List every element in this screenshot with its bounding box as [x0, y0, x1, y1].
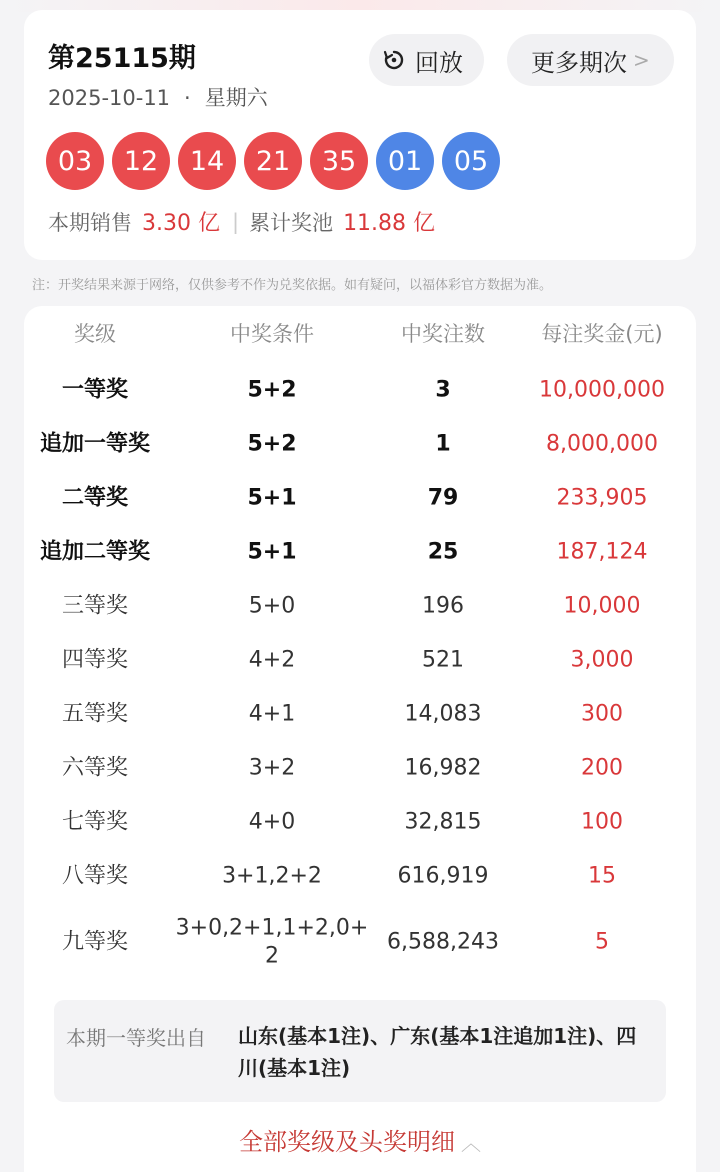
table-header	[24, 318, 696, 358]
prize-level: 五等奖	[61, 701, 128, 727]
win-count: 79	[427, 485, 459, 511]
prize-table-card	[24, 306, 696, 1172]
win-condition: 3+2	[248, 755, 296, 781]
prize-level: 九等奖	[61, 929, 128, 955]
prize-level: 六等奖	[61, 755, 128, 781]
win-count: 6,588,243	[387, 929, 499, 955]
header-count: 中奖注数	[401, 322, 485, 346]
win-condition: 3+0,2+1,1+2,0+2	[175, 915, 369, 968]
prize-amount: 187,124	[556, 539, 648, 565]
chevron-up-icon: ︿	[461, 1131, 481, 1155]
prize-level: 追加一等奖	[39, 431, 150, 457]
prize-amount: 10,000,000	[539, 377, 665, 403]
front-ball: 03	[46, 132, 104, 190]
win-count: 1	[435, 431, 451, 457]
table-row	[24, 417, 696, 471]
replay-label: 回放	[415, 48, 463, 77]
front-ball: 14	[178, 132, 236, 190]
header-condition: 中奖条件	[230, 322, 314, 346]
header-prize: 每注奖金(元)	[541, 322, 663, 346]
sales-label: 本期销售	[48, 210, 132, 235]
sales-info	[48, 206, 435, 237]
issue-title: 第25115期	[48, 43, 196, 74]
win-count: 16,982	[404, 755, 482, 781]
table-row	[24, 633, 696, 687]
table-row	[24, 471, 696, 525]
front-ball: 21	[244, 132, 302, 190]
table-row	[24, 525, 696, 579]
prize-amount: 300	[581, 701, 623, 727]
winning-numbers	[46, 132, 508, 190]
pool-label: 累计奖池	[249, 210, 334, 235]
table-row	[24, 741, 696, 795]
prize-amount: 233,905	[556, 485, 648, 511]
prize-level: 三等奖	[61, 593, 128, 619]
front-ball: 12	[112, 132, 170, 190]
front-ball: 35	[310, 132, 368, 190]
all-levels-link[interactable]	[24, 1122, 696, 1157]
win-condition: 4+2	[248, 647, 296, 673]
more-issues-button[interactable]	[507, 34, 674, 86]
prize-amount: 15	[588, 863, 616, 889]
replay-icon	[383, 49, 405, 71]
win-condition: 4+1	[248, 701, 296, 727]
prize-level: 四等奖	[61, 647, 128, 673]
all-levels-label: 全部奖级及头奖明细	[239, 1128, 455, 1156]
prize-amount: 3,000	[570, 647, 634, 673]
date-separator: ·	[184, 86, 191, 110]
win-count: 196	[422, 593, 464, 619]
prize-amount: 10,000	[563, 593, 641, 619]
win-condition: 5+0	[248, 593, 296, 619]
table-row	[24, 795, 696, 849]
table-row	[24, 849, 696, 903]
prize-amount: 5	[595, 929, 609, 955]
replay-button[interactable]	[369, 34, 484, 86]
win-condition: 5+1	[247, 485, 297, 511]
prize-level: 七等奖	[61, 809, 128, 835]
win-condition: 4+0	[248, 809, 296, 835]
chevron-right-icon: >	[633, 48, 650, 72]
win-count: 616,919	[397, 863, 489, 889]
prize-level: 追加二等奖	[39, 539, 150, 565]
issue-date-line	[48, 82, 268, 112]
first-prize-origin-label: 本期一等奖出自	[66, 1026, 206, 1050]
first-prize-origin-box	[54, 1000, 666, 1102]
more-issues-label: 更多期次	[531, 48, 627, 77]
draw-weekday: 星期六	[204, 86, 268, 110]
win-count: 14,083	[404, 701, 482, 727]
pool-value: 11.88 亿	[343, 211, 436, 236]
win-condition: 5+1	[247, 539, 297, 565]
prize-amount: 200	[581, 755, 623, 781]
first-prize-origin-text: 山东(基本1注)、广东(基本1注追加1注)、四川(基本1注)	[238, 1024, 637, 1080]
sales-value: 3.30 亿	[142, 211, 220, 236]
win-count: 25	[427, 539, 459, 565]
win-count: 521	[422, 647, 464, 673]
win-condition: 5+2	[247, 377, 297, 403]
prize-amount: 8,000,000	[546, 431, 658, 457]
table-row	[24, 687, 696, 741]
draw-date: 2025-10-11	[48, 86, 171, 110]
table-row	[24, 363, 696, 417]
win-count: 3	[435, 377, 451, 403]
table-row	[24, 904, 696, 980]
table-row	[24, 579, 696, 633]
disclaimer-note: 注：开奖结果来源于网络，仅供参考不作为兑奖依据。如有疑问，以福体彩官方数据为准。	[32, 278, 553, 293]
back-ball: 05	[442, 132, 500, 190]
prize-level: 二等奖	[61, 485, 128, 511]
sales-divider: |	[231, 209, 240, 234]
prize-amount: 100	[581, 809, 623, 835]
draw-summary-card	[24, 10, 696, 260]
win-condition: 3+1,2+2	[222, 863, 322, 889]
back-ball: 01	[376, 132, 434, 190]
win-condition: 5+2	[247, 431, 297, 457]
prize-level: 一等奖	[61, 377, 128, 403]
win-count: 32,815	[404, 809, 482, 835]
prize-level: 八等奖	[61, 863, 128, 889]
header-level: 奖级	[74, 322, 116, 346]
